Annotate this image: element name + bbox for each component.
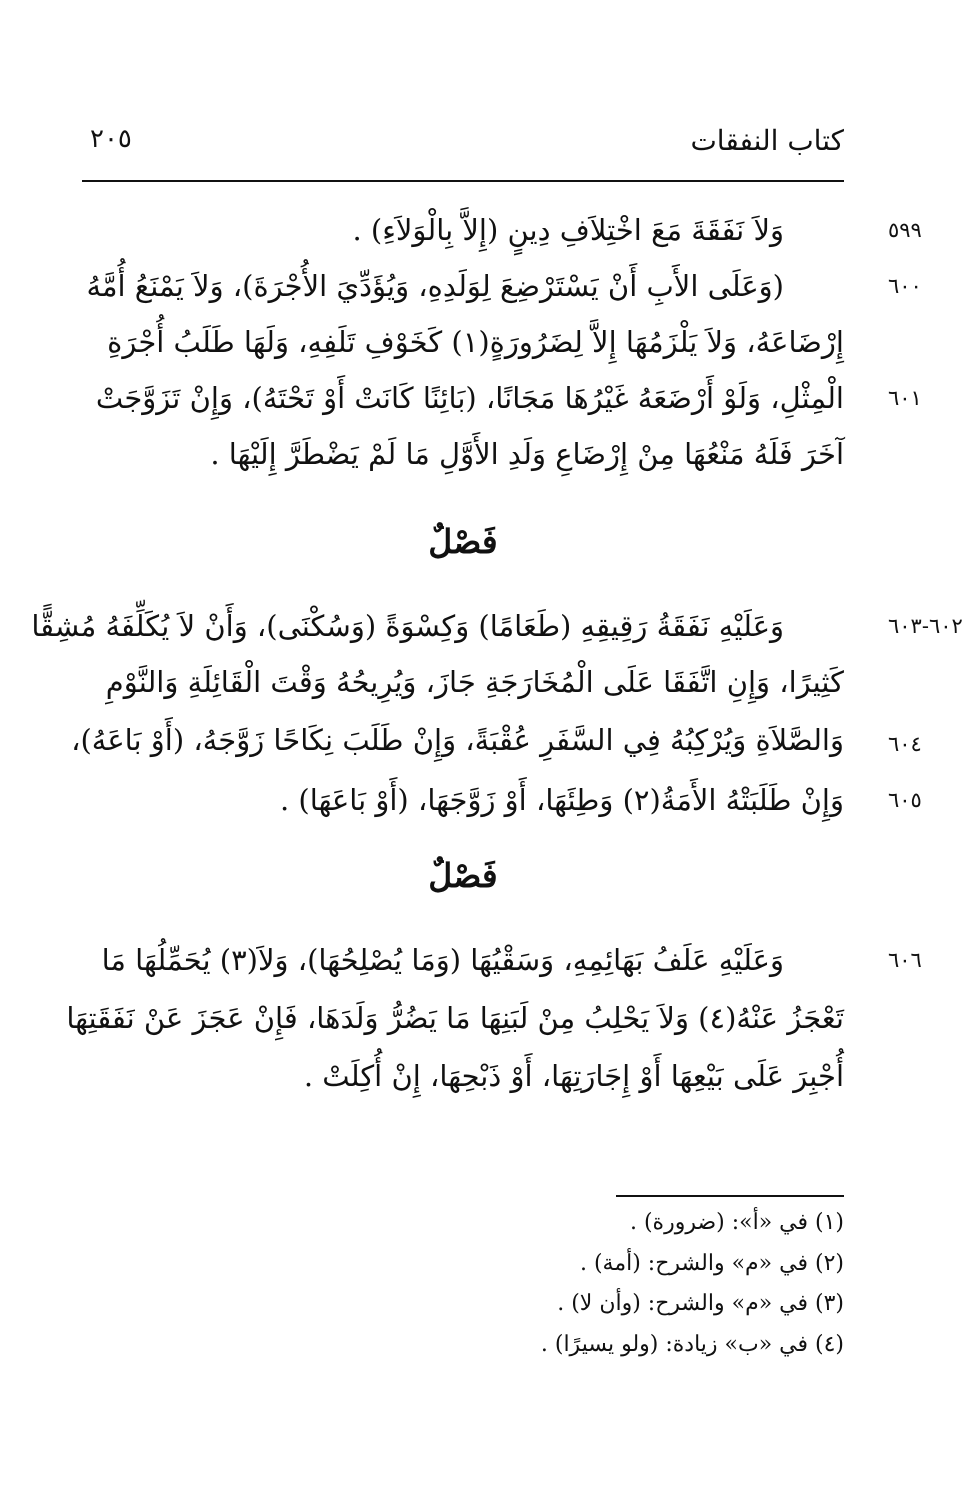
- footnote: (٤) في «ب» زيادة: (ولو يسيرًا) .: [540, 1332, 844, 1357]
- margin-number: ٦٠٥: [888, 788, 922, 812]
- footnote: (٢) في «م» والشرح: (أمة) .: [579, 1251, 844, 1276]
- text-line: الْمِثْلِ، وَلَوْ أَرْضَعَهُ غَيْرُهَا مَجَانًا، (بَائِنًا كَانَتْ أَوْ تَحْتَهُ)، وَإِنْ تَزَوَّجَتْ: [95, 381, 844, 415]
- book-title: كتاب النفقات: [690, 124, 844, 157]
- section-heading: فَصْلٌ: [428, 856, 498, 895]
- margin-number: ٦٠٤: [888, 732, 922, 756]
- header-divider: [82, 180, 844, 182]
- margin-number: ٦٠٦: [888, 948, 922, 972]
- text-line: وَعَلَيْهِ نَفَقَةُ رَقِيقِهِ (طَعَامًا) وَكِسْوَةً (وَسُكْنَى)، وَأَنْ لاَ يُكَلِّفَهُ مُشِقًّا: [31, 609, 784, 643]
- margin-number: ٦٠٠: [888, 274, 922, 298]
- text-line: كَثِيرًا، وَإِنِ اتَّفَقَا عَلَى الْمُخَارَجَةِ جَازَ، وَيُرِيحُهُ وَقْتَ الْقَائِلَةِ وَالنَّوْمِ: [105, 665, 844, 699]
- section-heading: فَصْلٌ: [428, 522, 498, 561]
- text-line: وَإِنْ طَلَبَتْهُ الأَمَةُ(٢) وَطِئَهَا، أَوْ زَوَّجَهَا، (أَوْ بَاعَهَا) .: [279, 783, 844, 817]
- text-line: تَعْجَزُ عَنْهُ(٤) وَلاَ يَحْلِبُ مِنْ لَبَنِهَا مَا يَضُرُّ وَلَدَهَا، فَإِنْ عَجَزَ عَنْ نَفَقَتِهَا: [66, 1001, 844, 1035]
- text-line: إِرْضَاعَهُ، وَلاَ يَلْزَمُهَا إِلاَّ لِضَرُورَةٍ(١) كَخَوْفِ تَلَفِهِ، وَلَهَا طَلَبُ أُجْرَةِ: [107, 325, 844, 359]
- page-number: ٢٠٥: [90, 124, 132, 154]
- margin-number: ٦٠٢-٦٠٣: [888, 614, 963, 638]
- text-line: وَالصَّلاَةِ وَيُرْكِبُهُ فِي السَّفَرِ عُقْبَةً، وَإِنْ طَلَبَ نِكَاحًا زَوَّجَهُ، (أَوْ بَاعَهُ)،: [71, 723, 844, 757]
- text-line: وَلاَ نَفَقَةَ مَعَ اخْتِلاَفِ دِينٍ (إِلاَّ بِالْوَلاَءِ) .: [352, 213, 784, 247]
- margin-number: ٦٠١: [888, 386, 922, 410]
- text-line: (وَعَلَى الأَبِ أَنْ يَسْتَرْضِعَ لِوَلَدِهِ، وَيُؤَدِّيَ الأُجْرَةَ)، وَلاَ يَمْنَعُ أُمَّهُ: [86, 269, 784, 303]
- text-line: أُجْبِرَ عَلَى بَيْعِهَا أَوْ إِجَارَتِهَا، أَوْ ذَبْحِهَا، إِنْ أُكِلَتْ .: [303, 1059, 844, 1093]
- text-line: آخَرَ فَلَهُ مَنْعُهَا مِنْ إِرْضَاعِ وَلَدِ الأَوَّلِ مَا لَمْ يَضْطَرَّ إِلَيْهَا .: [210, 437, 844, 471]
- margin-number: ٥٩٩: [888, 218, 922, 242]
- footnote: (١) في «أ»: (ضرورة) .: [629, 1210, 844, 1235]
- footnote: (٣) في «م» والشرح: (وأن لا) .: [557, 1291, 844, 1316]
- footnote-divider: [616, 1195, 844, 1197]
- page-header: [82, 120, 844, 164]
- text-line: وَعَلَيْهِ عَلَفُ بَهَائِمِهِ، وَسَقْيُهَا (وَمَا يُصْلِحُهَا)، وَلاَ(٣) يُحَمِّلُهَا مَا: [101, 943, 784, 977]
